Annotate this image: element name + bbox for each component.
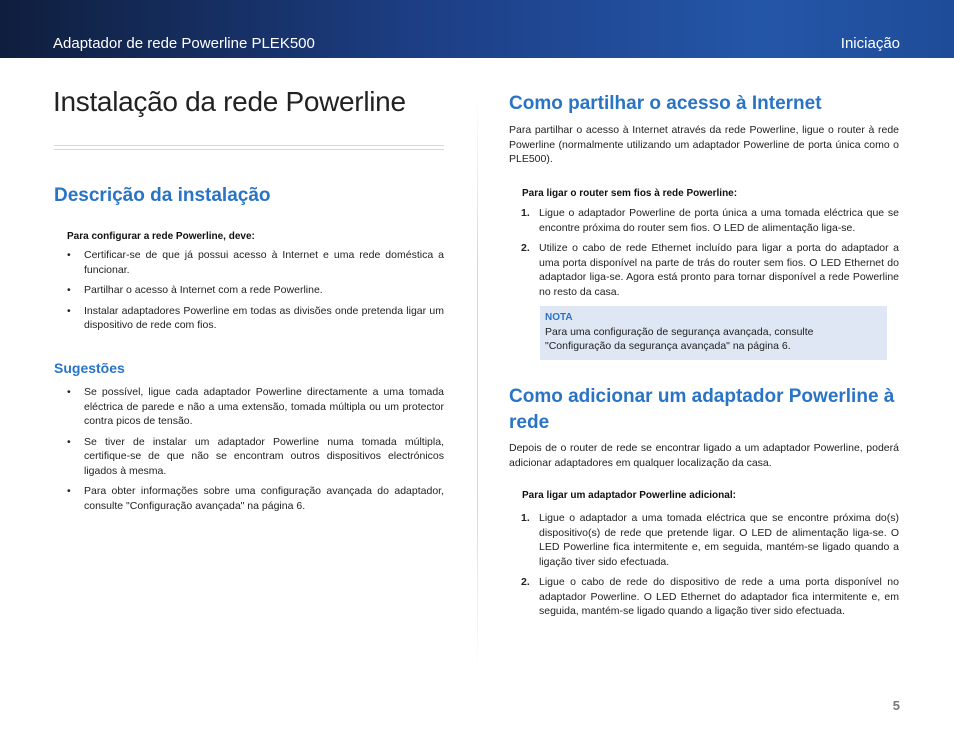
list-item (509, 241, 899, 299)
list-item: • Certificar-se de que já possui acesso à Internet e uma rede doméstica a funcionar. (54, 248, 444, 277)
add-steps (509, 511, 899, 625)
share-intro: Para partilhar o acesso à Internet através da rede Powerline, ligue o router à rede Powerline (normalmente utilizando um adaptador Powerline de porta única como o PLE500). (509, 124, 899, 165)
title-divider (54, 145, 444, 150)
step-number: 1. (521, 512, 530, 524)
list-item (509, 575, 899, 619)
document-title: Adaptador de rede Powerline PLEK500 (53, 35, 315, 52)
tips-heading: Sugestões (54, 360, 125, 376)
list-item: • Partilhar o acesso à Internet com a rede Powerline. (54, 283, 444, 298)
note-title: NOTA (545, 312, 573, 323)
step-number: 2. (521, 576, 530, 588)
step-text: Ligue o adaptador Powerline de porta única a uma tomada eléctrica que se encontre próxima do router sem fios. O LED de alimentação liga-se. (539, 207, 899, 234)
list-item: • Se possível, ligue cada adaptador Powerline directamente a uma tomada eléctrica de parede e não a uma extensão, tomada múltipla ou um protector contra picos de tensão. (54, 385, 444, 429)
step-text: Ligue o cabo de rede do dispositivo de rede a uma porta disponível no adaptador Powerline. O LED Ethernet do adaptador fica intermitente e, em seguida, mantém-se ligado quando a ligação tiver sido efectuada. (539, 576, 899, 617)
router-steps (509, 206, 899, 305)
list-item: • Para obter informações sobre uma configuração avançada do adaptador, consulte "Configuração avançada" na página 6. (54, 484, 444, 513)
step-text: Utilize o cabo de rede Ethernet incluído para ligar a porta do adaptador a uma porta disponível na parte de trás do router sem fios. O LED Ethernet do adaptador liga-se. Agora está pronto para tornar disponível a rede Powerline no resto da casa. (539, 242, 899, 298)
setup-overview-heading: Descrição da instalação (54, 185, 271, 206)
tips-list (54, 385, 444, 519)
add-intro: Depois de o router de rede se encontrar ligado a um adaptador Powerline, poderá adicionar adaptadores em qualquer localização da casa. (509, 442, 899, 469)
column-divider (477, 95, 478, 670)
setup-label: Para configurar a rede Powerline, deve: (67, 231, 255, 242)
share-internet-heading: Como partilhar o acesso à Internet (509, 93, 822, 114)
section-name: Iniciação (840, 35, 900, 52)
page-number: 5 (892, 698, 900, 713)
add-label: Para ligar um adaptador Powerline adicional: (522, 490, 736, 501)
page-header (0, 0, 954, 58)
note-box (540, 306, 887, 360)
step-text: Ligue o adaptador a uma tomada eléctrica que se encontre próxima do(s) dispositivo(s) de rede que pretende ligar. O LED de alimentação liga-se. O LED Powerline fica intermitente e, em seguida, mantém-se ligado quando a ligação tiver sido efectuada. (539, 512, 899, 568)
router-label: Para ligar o router sem fios à rede Powerline: (522, 188, 738, 199)
add-adapter-heading: Como adicionar um adaptador Powerline à rede (509, 386, 895, 433)
setup-list (54, 248, 444, 339)
page-title: Instalação da rede Powerline (53, 86, 406, 117)
list-item: • Instalar adaptadores Powerline em todas as divisões onde pretenda ligar um dispositivo de rede com fios. (54, 304, 444, 333)
list-item (509, 511, 899, 569)
step-number: 2. (521, 242, 530, 254)
step-number: 1. (521, 207, 530, 219)
list-item (509, 206, 899, 235)
note-text: Para uma configuração de segurança avançada, consulte "Configuração da segurança avançada" na página 6. (545, 326, 814, 352)
list-item: • Se tiver de instalar um adaptador Powerline numa tomada múltipla, certifique-se de que não se encontram outros dispositivos electrónicos ligados à mesma. (54, 435, 444, 479)
